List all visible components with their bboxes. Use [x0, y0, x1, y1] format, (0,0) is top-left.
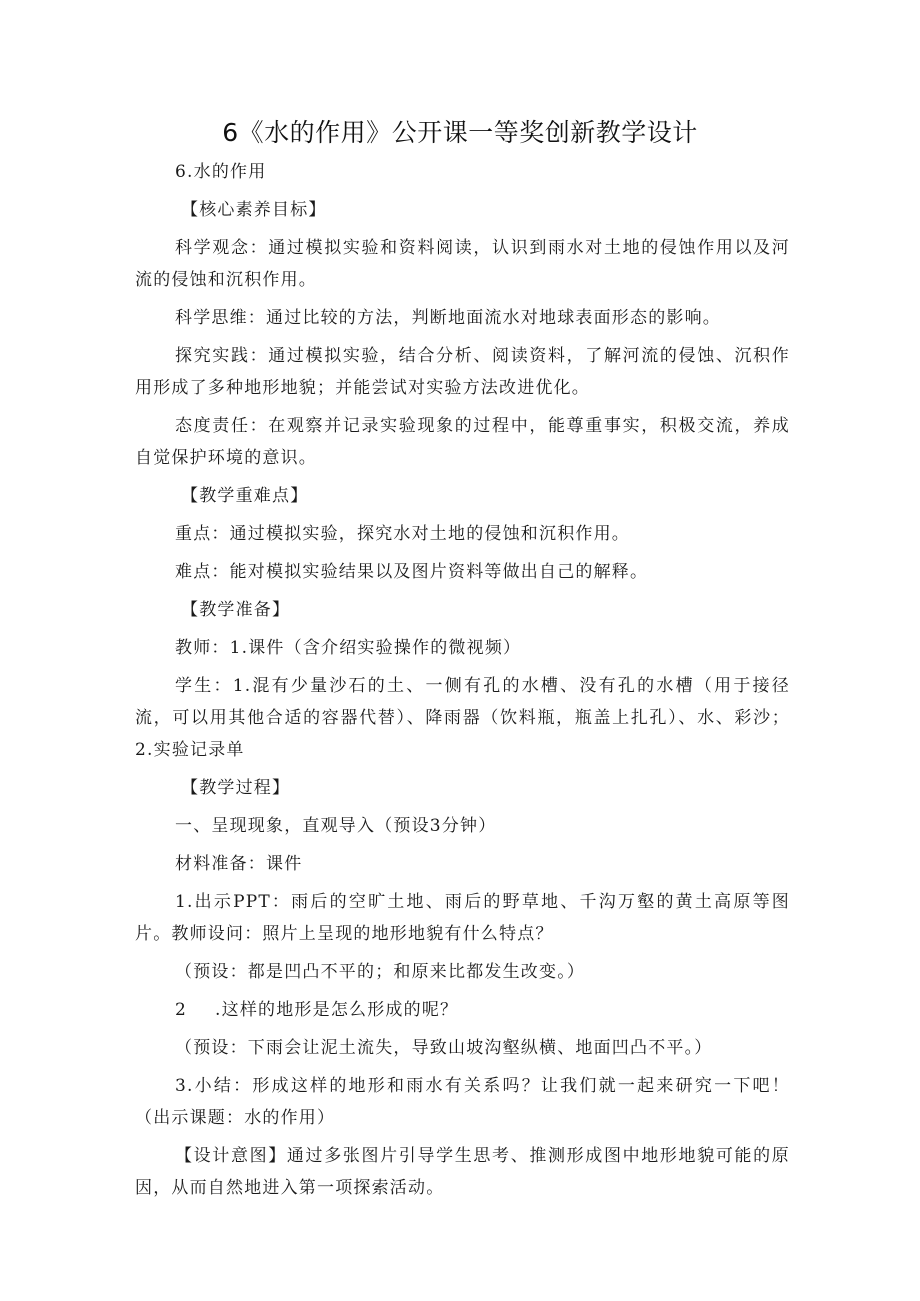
paragraph-teacher-preparation: 教师：1.课件（含介绍实验操作的微视频） [175, 638, 522, 658]
paragraph-step-one: 一、呈现现象，直观导入（预设3分钟） [175, 816, 497, 836]
paragraph-key-point: 重点：通过模拟实验，探究水对土地的侵蚀和沉积作用。 [175, 524, 630, 544]
list-item-1: 1.出示PPT：雨后的空旷土地、雨后的野草地、千沟万壑的黄土高原等图片。教师设问：照片上呈现的地形地貌有什么特点？ [135, 892, 790, 944]
list-item-2-text: .这样的地形是怎么形成的呢？ [215, 1000, 459, 1020]
paragraph-materials: 材料准备：课件 [175, 854, 303, 874]
document-title: 6《水的作用》公开课一等奖创新教学设计 [222, 118, 698, 147]
list-item-2 [135, 994, 790, 1026]
preset-answer-1: （预设：都是凹凸不平的；和原来比都发生改变。） [175, 962, 586, 982]
heading-teaching-process: 【教学过程】 [181, 778, 291, 798]
heading-teaching-preparation: 【教学准备】 [181, 600, 291, 620]
paragraph-attitude-responsibility: 态度责任：在观察并记录实验现象的过程中，能尊重事实，积极交流，养成自觉保护环境的意识。 [135, 416, 790, 468]
paragraph-science-concept: 科学观念：通过模拟实验和资料阅读，认识到雨水对土地的侵蚀作用以及河流的侵蚀和沉积作用。 [135, 238, 790, 290]
paragraph-difficult-point: 难点：能对模拟实验结果以及图片资料等做出自己的解释。 [175, 562, 649, 582]
paragraph-student-preparation: 学生：1.混有少量沙石的土、一侧有孔的水槽、没有孔的水槽（用于接径流，可以用其他合适的容器代替）、降雨器（饮料瓶，瓶盖上扎孔）、水、彩沙；2.实验记录单 [135, 676, 790, 760]
paragraph-science-thinking: 科学思维：通过比较的方法，判断地面流水对地球表面形态的影响。 [175, 308, 721, 328]
preset-answer-2: （预设：下雨会让泥土流失，导致山坡沟壑纵横、地面凹凸不平。） [175, 1038, 713, 1058]
document-body [135, 156, 790, 1210]
heading-core-goals: 【核心素养目标】 [181, 200, 327, 220]
paragraph-design-intent: 【设计意图】通过多张图片引导学生思考、推测形成图中地形地貌可能的原因，从而自然地进入第一项探索活动。 [135, 1146, 790, 1198]
section-number-title: 6.水的作用 [175, 162, 267, 182]
list-item-2-number: 2 [175, 1000, 188, 1020]
list-item-3: 3.小结：形成这样的地形和雨水有关系吗？让我们就一起来研究一下吧！（出示课题：水的作用） [135, 1076, 790, 1128]
paragraph-inquiry-practice: 探究实践：通过模拟实验，结合分析、阅读资料，了解河流的侵蚀、沉积作用形成了多种地形地貌；并能尝试对实验方法改进优化。 [135, 346, 790, 398]
heading-key-difficult-points: 【教学重难点】 [181, 486, 309, 506]
